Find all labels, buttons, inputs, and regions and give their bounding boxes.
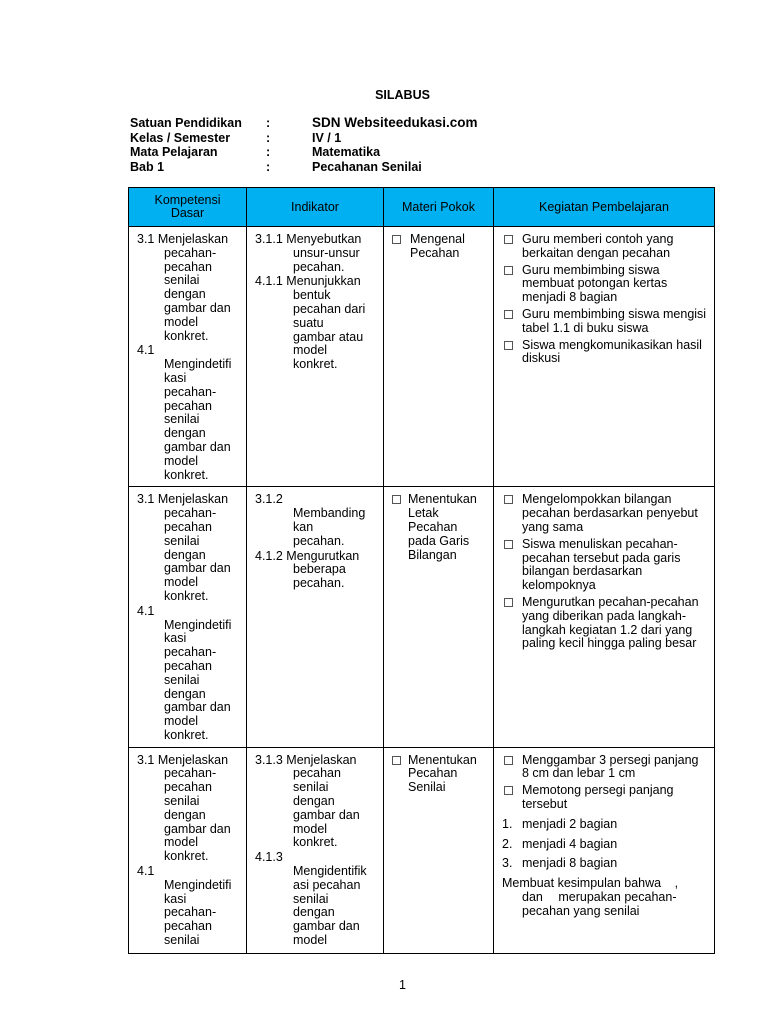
checkbox-icon [504, 310, 513, 319]
table-header-row [129, 188, 715, 227]
kegiatan-text: Guru membimbing siswa membuat potongan kertas menjadi 8 bagian [522, 262, 668, 305]
conclusion-and: dan [522, 890, 543, 905]
meta-colon: : [266, 130, 271, 145]
checkbox-icon [504, 786, 513, 795]
kd-text: Mengindetifi kasi pecahan- pecahan senilai dengan gambar dan model konkret. [164, 617, 232, 742]
kd-item [137, 493, 240, 603]
kegiatan-item [502, 493, 708, 534]
checkbox-icon [504, 341, 513, 350]
indikator-item [255, 851, 377, 948]
step-item [502, 838, 708, 852]
kd-number: 4.1 [137, 343, 155, 358]
kd-item [137, 344, 240, 482]
meta-key: Kelas / Semester [130, 130, 231, 145]
header-kd-line1: Kompetensi [154, 193, 221, 207]
indikator-number: 3.1.3 [255, 752, 283, 767]
kd-item [137, 754, 240, 864]
meta-key: Mata Pelajaran [130, 145, 218, 159]
indikator-text: beberapa pecahan. [293, 562, 346, 591]
table-row [129, 747, 715, 953]
step-text: menjadi 4 bagian [522, 836, 618, 851]
step-text: menjadi 2 bagian [522, 816, 618, 831]
kegiatan-cell [494, 227, 715, 487]
indikator-text-first: Menyebutkan [286, 232, 362, 246]
meta-colon: : [266, 116, 271, 130]
step-item [502, 818, 708, 832]
checkbox-icon [504, 235, 513, 244]
indikator-text-first: Menunjukkan [286, 274, 361, 289]
kd-text: pecahan- pecahan senilai dengan gambar dan model konkret. [164, 245, 231, 343]
indikator-text: bentuk pecahan dari suatu gambar atau model konkret. [293, 288, 366, 372]
kegiatan-item [502, 784, 708, 812]
kd-number: 4.1 [137, 864, 155, 879]
checkbox-icon [392, 756, 401, 765]
indikator-number: 3.1.2 [255, 492, 283, 507]
kegiatan-text: Siswa menuliskan pecahan-pecahan tersebut pada garis bilangan berdasarkan kelompoknya [522, 536, 681, 593]
kd-text-first: Menjelaskan [157, 752, 229, 767]
materi-cell [384, 487, 494, 747]
kegiatan-text: Memotong persegi panjang tersebut [522, 783, 674, 812]
checkbox-icon [504, 756, 513, 765]
materi-item [392, 493, 487, 562]
conclusion-text: Membuat kesimpulan bahwa [502, 876, 662, 891]
kegiatan-text: Mengelompokkan bilangan pecahan berdasarkan penyebut yang sama [522, 492, 698, 534]
kegiatan-text: Guru memberi contoh yang berkaitan dengan pecahan [522, 232, 674, 260]
materi-item [392, 233, 487, 261]
indikator-cell [247, 227, 384, 487]
checkbox-icon [392, 235, 401, 244]
kegiatan-item [502, 596, 708, 651]
kegiatan-item [502, 538, 708, 593]
indikator-cell [247, 487, 384, 747]
kd-number: 3.1 [137, 492, 155, 507]
indikator-cell [247, 747, 384, 953]
kegiatan-text: Menggambar 3 persegi panjang 8 cm dan lebar 1 cm [522, 752, 699, 781]
kd-cell [129, 747, 247, 953]
kegiatan-item [502, 754, 708, 782]
header-materi-pokok: Materi Pokok [384, 188, 494, 227]
kegiatan-item [502, 308, 708, 336]
indikator-text-first: Mengurutkan [286, 548, 360, 563]
step-number: 3. [502, 856, 513, 871]
document-title: SILABUS [375, 88, 430, 102]
checkbox-icon [504, 266, 513, 275]
materi-item [392, 754, 487, 795]
meta-key: Bab 1 [130, 159, 165, 174]
kegiatan-text: Mengurutkan pecahan-pecahan yang diberikan pada langkah-langkah kegiatan 1.2 dari yang paling kecil hingga paling besar [522, 594, 699, 651]
materi-text: Menentukan Pecahan Senilai [408, 752, 477, 795]
header-kd-line2: Dasar [170, 206, 205, 220]
meta-colon: : [266, 159, 271, 174]
meta-colon: : [266, 145, 271, 159]
indikator-number: 4.1.2 [255, 548, 283, 563]
conclusion [502, 877, 708, 918]
kegiatan-item [502, 339, 708, 367]
meta-value: Matematika [312, 145, 381, 159]
kd-text: pecahan- pecahan senilai dengan gambar dan model konkret. [164, 766, 231, 864]
kd-text: Mengindetifi kasi pecahan- pecahan senilai [164, 877, 232, 948]
indikator-number: 4.1.3 [255, 850, 283, 865]
kegiatan-cell [494, 487, 715, 747]
materi-cell [384, 227, 494, 487]
page-number: 1 [399, 978, 406, 992]
materi-text: Menentukan Letak Pecahan pada Garis Bilangan [408, 492, 477, 562]
indikator-text-first: Menjelaskan [286, 752, 357, 767]
syllabus-table [128, 187, 715, 954]
kd-number: 3.1 [137, 752, 155, 767]
kegiatan-item [502, 233, 708, 261]
indikator-number: 3.1.1 [255, 232, 283, 246]
table-row [129, 487, 715, 747]
step-number: 1. [502, 816, 513, 831]
kd-number: 4.1 [137, 603, 155, 618]
indikator-item [255, 275, 377, 372]
step-text: menjadi 8 bagian [522, 856, 618, 871]
kd-item [137, 865, 240, 948]
step-item [502, 857, 708, 871]
meta-value: SDN Websiteedukasi.com [312, 115, 478, 130]
indikator-text: Mengidentifik asi pecahan senilai dengan gambar dan model [293, 864, 367, 948]
meta-value: IV / 1 [312, 130, 342, 145]
meta-key: Satuan Pendidikan [130, 116, 242, 130]
indikator-item [255, 550, 377, 591]
indikator-text: unsur-unsur pecahan. [293, 245, 360, 274]
kd-text-first: Menjelaskan [157, 492, 229, 507]
header-kompetensi-dasar [129, 188, 247, 227]
kd-text: Mengindetifi kasi pecahan- pecahan senilai dengan gambar dan model konkret. [164, 357, 232, 482]
checkbox-icon [392, 495, 401, 504]
kd-item [137, 605, 240, 743]
kd-number: 3.1 [137, 232, 155, 246]
indikator-item [255, 754, 377, 851]
conclusion-text-end: merupakan pecahan-pecahan yang senilai [522, 890, 677, 918]
kd-text: pecahan- pecahan senilai dengan gambar dan model konkret. [164, 506, 231, 603]
checkbox-icon [504, 495, 513, 504]
checkbox-icon [504, 598, 513, 607]
kd-item [137, 233, 240, 343]
header-kegiatan-pembelajaran: Kegiatan Pembelajaran [494, 188, 715, 227]
materi-text: Mengenal Pecahan [410, 232, 465, 260]
meta-value: Pecahanan Senilai [312, 159, 422, 174]
step-number: 2. [502, 836, 513, 851]
indikator-number: 4.1.1 [255, 274, 283, 289]
header-indikator: Indikator [247, 188, 384, 227]
indikator-item [255, 493, 377, 548]
checkbox-icon [504, 540, 513, 549]
conclusion-comma: , [674, 876, 679, 891]
kegiatan-text: Siswa mengkomunikasikan hasil diskusi [522, 337, 702, 366]
indikator-item [255, 233, 377, 274]
table-row [129, 227, 715, 487]
kegiatan-cell [494, 747, 715, 953]
materi-cell [384, 747, 494, 953]
kd-cell [129, 227, 247, 487]
kd-text-first: Menjelaskan [157, 232, 229, 246]
kegiatan-item [502, 264, 708, 305]
kegiatan-text: Guru membimbing siswa mengisi tabel 1.1 di buku siswa [522, 306, 707, 335]
indikator-text: Membanding kan pecahan. [293, 506, 366, 548]
kd-cell [129, 487, 247, 747]
indikator-text: pecahan senilai dengan gambar dan model konkret. [293, 766, 360, 850]
